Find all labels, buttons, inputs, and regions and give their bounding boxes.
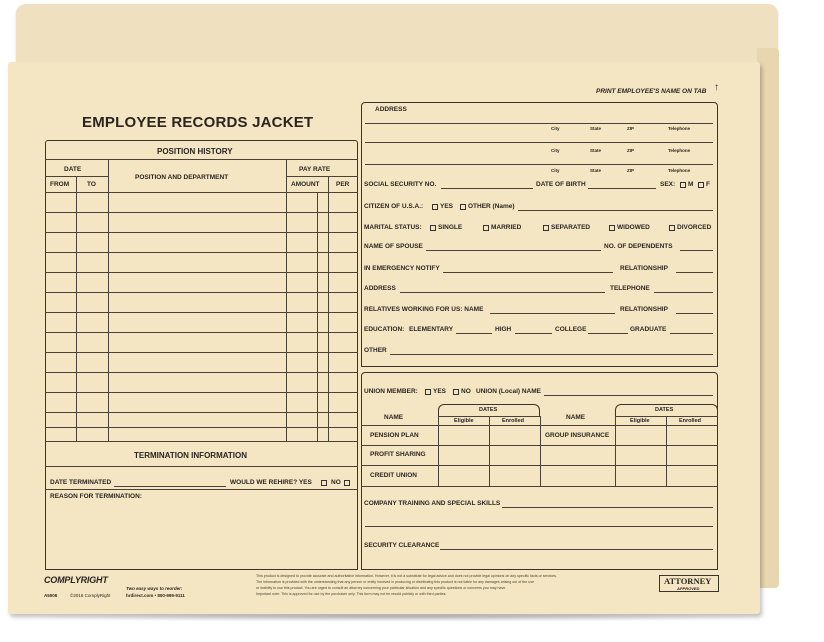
training-label: COMPANY TRAINING AND SPECIAL SKILLS <box>364 500 501 507</box>
termination-heading: TERMINATION INFORMATION <box>134 451 248 460</box>
position-history-heading: POSITION HISTORY <box>157 147 233 156</box>
state-label-2: State <box>590 148 602 153</box>
union-no-label: NO <box>461 388 471 395</box>
complyright-logo: COMPLYRIGHT <box>44 575 108 585</box>
sex-f-label: F <box>706 181 710 188</box>
citizen-yes-label: YES <box>440 203 454 210</box>
dob-label: DATE OF BIRTH <box>536 181 586 188</box>
dependents-label: NO. OF DEPENDENTS <box>604 243 673 250</box>
sex-m-checkbox[interactable] <box>680 182 686 188</box>
citizen-label: CITIZEN OF U.S.A.: <box>364 203 424 210</box>
spouse-label: NAME OF SPOUSE <box>364 243 423 250</box>
education-label: EDUCATION: <box>364 326 405 333</box>
elementary-label: ELEMENTARY <box>409 326 454 333</box>
eligible-header-right: Eligible <box>630 418 650 424</box>
position-department-header: POSITION AND DEPARTMENT <box>135 174 229 181</box>
emergency-label: IN EMERGENCY NOTIFY <box>364 265 440 272</box>
arrow-up-icon: ↑ <box>714 82 719 93</box>
date-header: DATE <box>64 166 82 173</box>
divorced-label: DIVORCED <box>677 224 712 231</box>
disclaimer-line-2: The information is provided with the understanding that any person or entity involved in producing or distributing this product is not liable for any damages arising out of the use <box>256 580 535 584</box>
widowed-checkbox[interactable] <box>609 225 615 231</box>
reason-termination-label: REASON FOR TERMINATION: <box>50 493 142 500</box>
telephone-label-1: Telephone <box>668 126 691 131</box>
from-header: FROM <box>50 181 70 188</box>
relatives-relationship-label: RELATIONSHIP <box>620 306 668 313</box>
approved-text: APPROVED <box>677 586 700 591</box>
telephone-label-2: Telephone <box>668 148 691 153</box>
citizen-other-checkbox[interactable] <box>460 204 466 210</box>
sex-f-checkbox[interactable] <box>698 182 704 188</box>
single-label: SINGLE <box>438 224 463 231</box>
divorced-checkbox[interactable] <box>669 225 675 231</box>
citizen-yes-checkbox[interactable] <box>432 204 438 210</box>
disclaimer-line-1: This product is designed to provide accurate and authoritative information. However, it is not a substitute for legal advice and does not provide legal opinions on any specific facts or services. <box>256 574 558 578</box>
product-code: A5006 <box>44 593 58 598</box>
telephone-label-3: Telephone <box>668 168 691 173</box>
pension-plan-label: PENSION PLAN <box>370 432 419 439</box>
high-label: HIGH <box>495 326 512 333</box>
credit-union-label: CREDIT UNION <box>370 472 417 479</box>
relatives-label: RELATIVES WORKING FOR US: NAME <box>364 306 484 313</box>
city-label-2: City <box>551 148 560 153</box>
print-name-note: PRINT EMPLOYEE'S NAME ON TAB <box>596 88 707 95</box>
security-clearance-label: SECURITY CLEARANCE <box>364 542 440 549</box>
union-yes-label: YES <box>433 388 447 395</box>
position-history-panel <box>45 140 358 570</box>
name-header-right: NAME <box>566 414 586 421</box>
folder-back-side <box>757 48 779 588</box>
profit-sharing-label: PROFIT SHARING <box>370 451 426 458</box>
amount-header: AMOUNT <box>291 181 320 188</box>
state-label-1: State <box>590 126 602 131</box>
enrolled-header-right: Enrolled <box>679 418 702 424</box>
citizen-other-label: OTHER (Name) <box>468 203 515 210</box>
rehire-no-label: NO <box>331 479 341 486</box>
union-no-checkbox[interactable] <box>453 389 459 395</box>
reorder-text: Two easy ways to reorder: <box>126 586 183 591</box>
attorney-text: ATTORNEY <box>664 576 712 586</box>
marital-status-label: MARITAL STATUS: <box>364 224 422 231</box>
page-title: EMPLOYEE RECORDS JACKET <box>82 114 314 131</box>
copyright-text: ©2016 ComplyRight <box>70 593 111 598</box>
date-terminated-label: DATE TERMINATED <box>50 479 112 486</box>
disclaimer-line-4: Important note: This is approved for use by the purchaser only. This form may not be resold publicly or with third parties. <box>256 592 447 596</box>
union-member-label: UNION MEMBER: <box>364 388 418 395</box>
would-rehire-label: WOULD WE REHIRE? YES <box>230 479 312 486</box>
emergency-telephone-label: TELEPHONE <box>610 285 650 292</box>
married-label: MARRIED <box>491 224 522 231</box>
zip-label-2: ZIP <box>627 148 635 153</box>
dates-header-right: DATES <box>655 407 674 413</box>
separated-label: SEPARATED <box>551 224 591 231</box>
eligible-header-left: Eligible <box>454 418 474 424</box>
records-jacket <box>8 62 760 614</box>
single-checkbox[interactable] <box>430 225 436 231</box>
education-other-label: OTHER <box>364 347 387 354</box>
state-label-3: State <box>590 168 602 173</box>
rehire-yes-checkbox[interactable] <box>321 480 327 486</box>
college-label: COLLEGE <box>555 326 587 333</box>
address-label: ADDRESS <box>375 106 407 113</box>
married-checkbox[interactable] <box>483 225 489 231</box>
widowed-label: WIDOWED <box>617 224 650 231</box>
enrolled-header-left: Enrolled <box>502 418 525 424</box>
zip-label-1: ZIP <box>627 126 635 131</box>
name-header-left: NAME <box>384 414 404 421</box>
per-header: PER <box>336 181 350 188</box>
rehire-no-checkbox[interactable] <box>344 480 350 486</box>
city-label-1: City <box>551 126 560 131</box>
emergency-address-label: ADDRESS <box>364 285 396 292</box>
union-local-label: UNION (Local) NAME <box>476 388 541 395</box>
disclaimer-line-3: or inability to use this product. You are urged to consult an attorney concerning your particular situation and any specific questions or concerns you may have. <box>256 586 507 590</box>
group-insurance-label: GROUP INSURANCE <box>545 432 610 439</box>
to-header: TO <box>87 181 96 188</box>
pay-rate-header: PAY RATE <box>299 166 331 173</box>
separated-checkbox[interactable] <box>543 225 549 231</box>
union-yes-checkbox[interactable] <box>425 389 431 395</box>
contact-text: hrdirect.com • 800-999-9111 <box>126 593 185 598</box>
city-label-3: City <box>551 168 560 173</box>
graduate-label: GRADUATE <box>630 326 667 333</box>
ssn-label: SOCIAL SECURITY NO. <box>364 181 437 188</box>
dates-header-left: DATES <box>479 407 498 413</box>
sex-m-label: M <box>688 181 694 188</box>
emergency-relationship-label: RELATIONSHIP <box>620 265 668 272</box>
zip-label-3: ZIP <box>627 168 635 173</box>
sex-label: SEX: <box>660 181 676 188</box>
